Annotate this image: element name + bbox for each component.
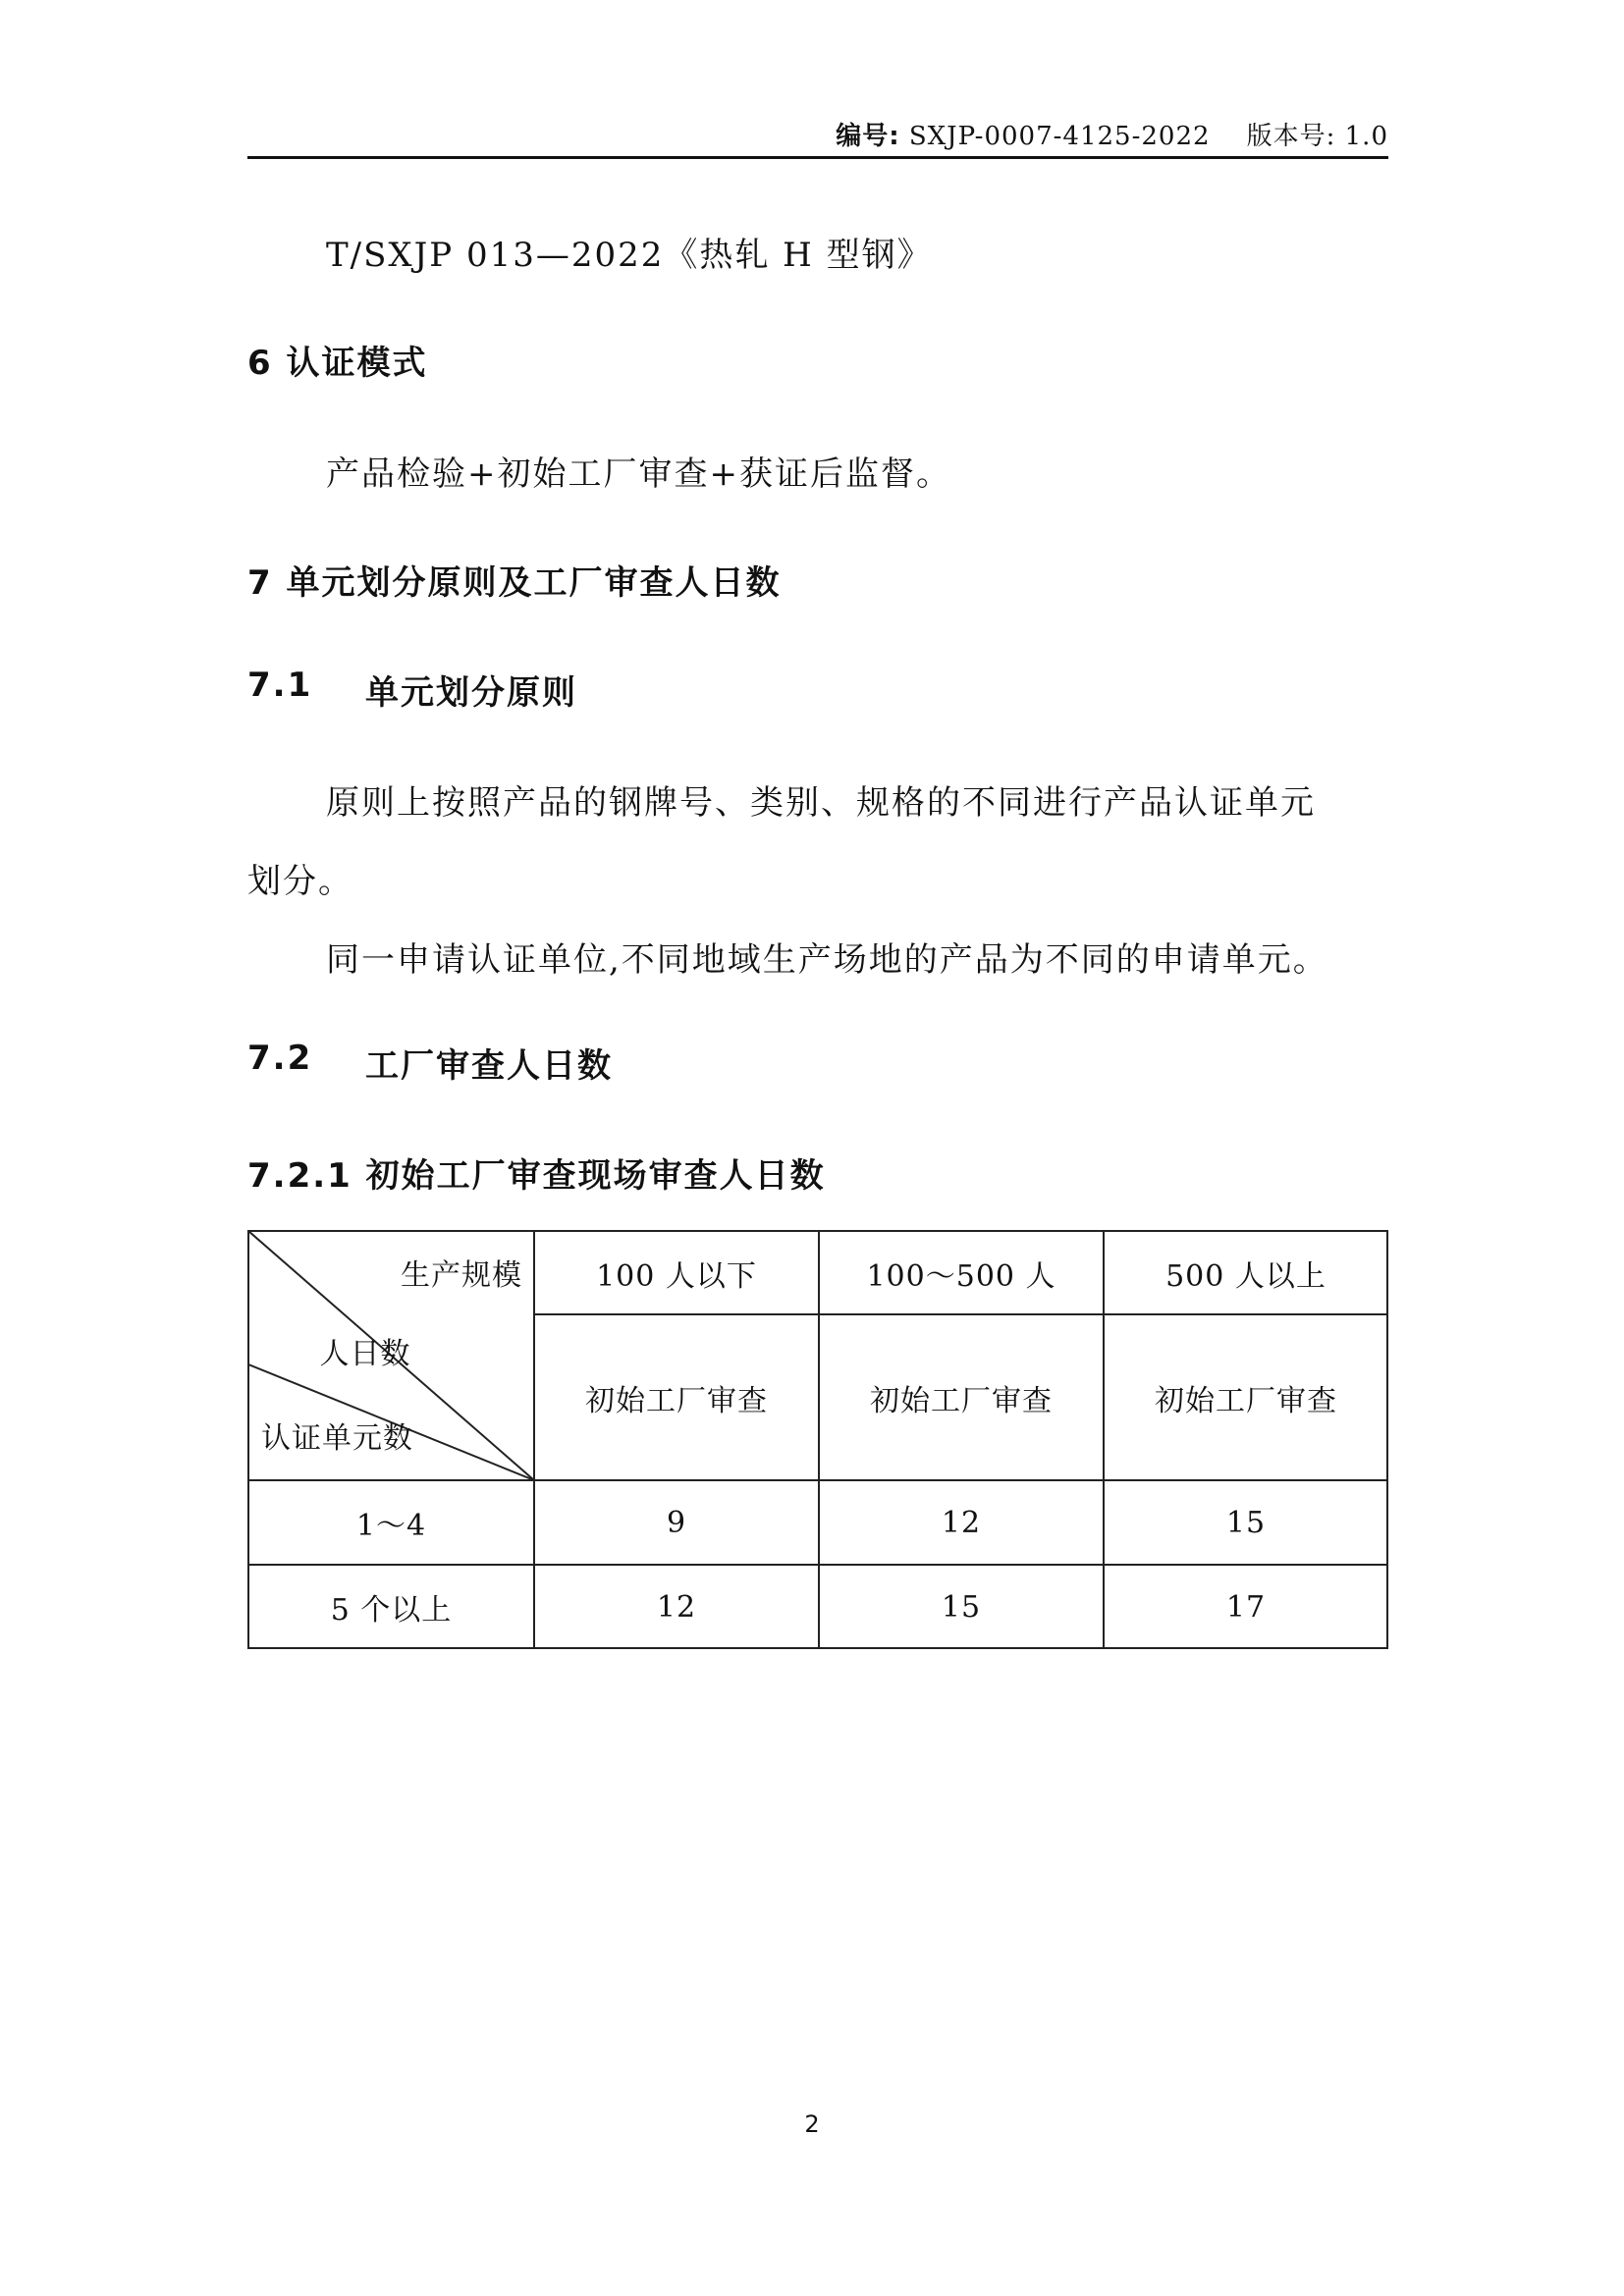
audit-days-table [247, 1230, 1388, 1649]
doc-number-label: 编号: [836, 122, 900, 151]
diag-label-units: 认证单元数 [261, 1421, 413, 1456]
paragraph-1-line-1: 原则上按照产品的钢牌号、类别、规格的不同进行产品认证单元 [326, 783, 1316, 823]
audit-header-1: 初始工厂审查 [585, 1383, 768, 1418]
page-number: 2 [804, 2110, 820, 2138]
row-1-value-1: 9 [666, 1505, 687, 1540]
doc-number-value: SXJP-0007-4125-2022 [908, 122, 1211, 151]
section-7-1-number: 7.1 [247, 666, 313, 705]
section-6-text: 产品检验+初始工厂审查+获证后监督。 [326, 454, 951, 494]
row-2-value-2: 15 [941, 1589, 982, 1625]
row-2-label: 5 个以上 [330, 1593, 453, 1628]
version-value: 1.0 [1344, 122, 1388, 151]
paragraph-2: 同一申请认证单位,不同地域生产场地的产品为不同的申请单元。 [326, 940, 1328, 980]
section-7-2-1-heading: 7.2.1 初始工厂审查现场审查人日数 [247, 1156, 826, 1196]
diag-label-scale: 生产规模 [401, 1258, 522, 1293]
document-header [836, 116, 1388, 152]
row-1-label: 1～4 [355, 1509, 427, 1543]
audit-header-3: 初始工厂审查 [1155, 1383, 1337, 1418]
row-2-value-3: 17 [1225, 1589, 1267, 1625]
audit-header-2: 初始工厂审查 [870, 1383, 1053, 1418]
row-2-value-1: 12 [656, 1589, 697, 1625]
section-6-heading: 6 认证模式 [247, 344, 428, 383]
section-7-2-heading: 工厂审查人日数 [365, 1046, 613, 1086]
scale-header-2: 100～500 人 [866, 1258, 1056, 1294]
header-divider [247, 156, 1388, 159]
standard-reference: T/SXJP 013—2022《热轧 H 型钢》 [326, 236, 933, 275]
section-7-heading: 7 单元划分原则及工厂审查人日数 [247, 563, 782, 603]
row-1-value-2: 12 [941, 1505, 982, 1540]
diag-label-days: 人日数 [319, 1337, 411, 1371]
section-7-2-number: 7.2 [247, 1039, 313, 1078]
paragraph-1-line-2: 划分。 [247, 862, 353, 901]
row-1-value-3: 15 [1225, 1505, 1267, 1540]
section-7-1-heading: 单元划分原则 [365, 673, 577, 713]
scale-header-3: 500 人以上 [1165, 1258, 1326, 1294]
version-label: 版本号: [1246, 122, 1336, 151]
scale-header-1: 100 人以下 [596, 1258, 757, 1294]
